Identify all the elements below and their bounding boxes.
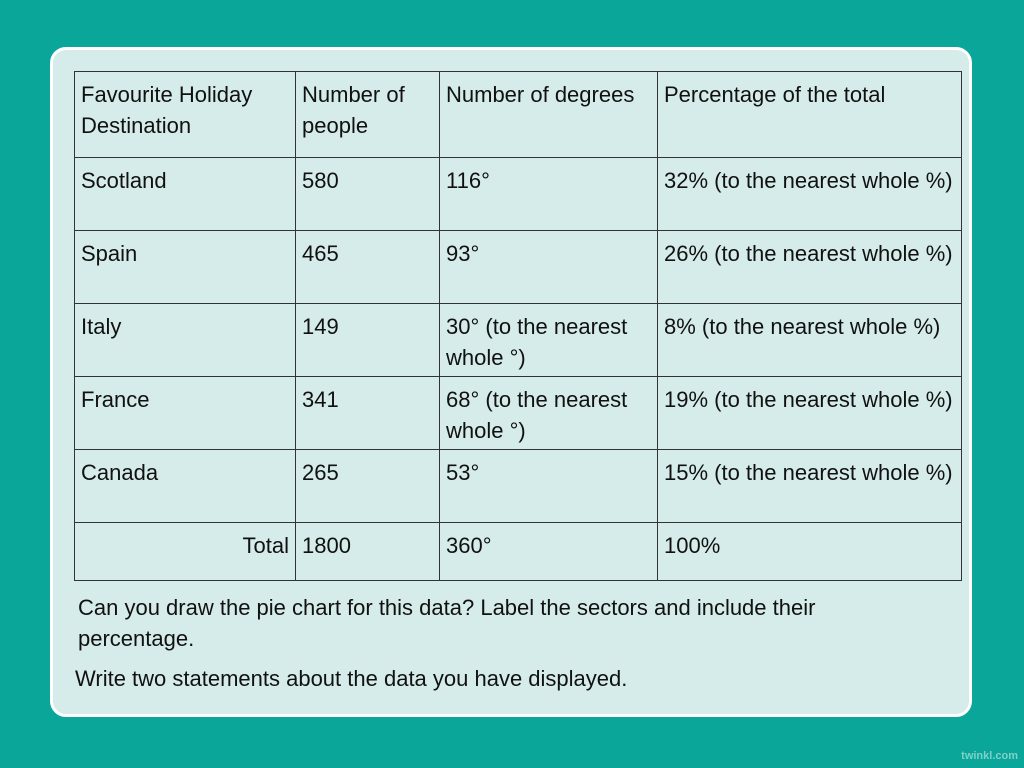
statement-text: Write two statements about the data you have displayed. [75, 666, 628, 691]
cell-destination: Scotland [75, 158, 296, 231]
holiday-destination-table [74, 71, 962, 581]
twinkl-watermark: twinkl.com [961, 750, 1018, 762]
total-degrees: 360° [440, 523, 658, 581]
table-header-row [75, 72, 962, 158]
table-row [75, 377, 962, 450]
table-row [75, 450, 962, 523]
cell-percentage: 15% (to the nearest whole %) [658, 450, 962, 523]
header-destination: Favourite Holiday Destination [75, 72, 296, 158]
table-row [75, 231, 962, 304]
cell-percentage: 26% (to the nearest whole %) [658, 231, 962, 304]
cell-people: 465 [296, 231, 440, 304]
cell-degrees: 116° [440, 158, 658, 231]
cell-percentage: 32% (to the nearest whole %) [658, 158, 962, 231]
cell-destination: Canada [75, 450, 296, 523]
cell-degrees: 53° [440, 450, 658, 523]
table-total-row [75, 523, 962, 581]
cell-percentage: 8% (to the nearest whole %) [658, 304, 962, 377]
content-card [50, 47, 972, 717]
cell-destination: Italy [75, 304, 296, 377]
cell-degrees: 93° [440, 231, 658, 304]
table-row [75, 158, 962, 231]
total-percentage: 100% [658, 523, 962, 581]
cell-people: 149 [296, 304, 440, 377]
total-people: 1800 [296, 523, 440, 581]
cell-destination: Spain [75, 231, 296, 304]
cell-degrees: 68° (to the nearest whole °) [440, 377, 658, 450]
cell-destination: France [75, 377, 296, 450]
cell-people: 580 [296, 158, 440, 231]
cell-percentage: 19% (to the nearest whole %) [658, 377, 962, 450]
header-number-of-people: Number of people [296, 72, 440, 158]
cell-people: 265 [296, 450, 440, 523]
table-row [75, 304, 962, 377]
header-number-of-degrees: Number of degrees [440, 72, 658, 158]
question-text: Can you draw the pie chart for this data? Label the sectors and include their percentage. [78, 595, 816, 651]
cell-degrees: 30° (to the nearest whole °) [440, 304, 658, 377]
total-label: Total [75, 523, 296, 581]
cell-people: 341 [296, 377, 440, 450]
header-percentage: Percentage of the total [658, 72, 962, 158]
